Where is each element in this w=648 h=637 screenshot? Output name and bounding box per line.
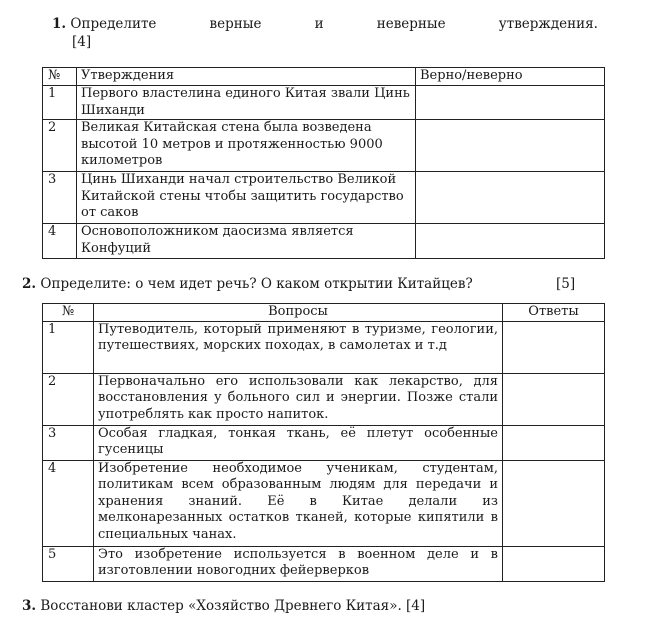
- q1-word-2: верные: [209, 16, 262, 32]
- q2-number: 2.: [22, 276, 37, 292]
- question-text: Путеводитель, который применяют в туризме, геологии, путешествиях, морских походах, в самолетах и т.д: [94, 321, 503, 373]
- table-row: [43, 425, 605, 460]
- q1-number: 1.: [52, 16, 67, 32]
- statement-text: Первого властелина единого Китая звали Цинь Шиханди: [77, 86, 416, 120]
- q2-header-answers: Ответы: [503, 304, 605, 322]
- row-number: 2: [43, 120, 77, 172]
- answer-cell[interactable]: [416, 86, 605, 120]
- q1-points: [4]: [72, 34, 92, 50]
- q1-header-statement: Утверждения: [77, 68, 416, 86]
- answer-cell[interactable]: [503, 321, 605, 373]
- row-number: 3: [43, 172, 77, 224]
- table-row: [43, 86, 605, 120]
- answer-cell[interactable]: [416, 172, 605, 224]
- table-row: [43, 172, 605, 224]
- q3-title-text: Восстанови кластер «Хозяйство Древнего Китая». [4]: [40, 598, 426, 614]
- statement-text: Цинь Шиханди начал строительство Великой Китайской стены чтобы защитить государство от саков: [77, 172, 416, 224]
- table-row: [43, 373, 605, 425]
- q3-number: 3.: [22, 598, 37, 614]
- question-text: Это изобретение используется в военном деле и в изготовлении новогодних фейерверков: [94, 546, 503, 581]
- q3-title: [22, 598, 425, 614]
- q2-title-text: Определите: о чем идет речь? О каком открытии Китайцев?: [40, 276, 473, 292]
- answer-cell[interactable]: [503, 546, 605, 581]
- q1-header-num: №: [43, 68, 77, 86]
- q1-header-answer: Верно/неверно: [416, 68, 605, 86]
- q2-title: [22, 276, 473, 292]
- q2-table-header: [43, 304, 605, 322]
- q1-title: [52, 16, 598, 32]
- row-number: 5: [43, 546, 94, 581]
- question-text: Особая гладкая, тонкая ткань, её плетут особенные гусеницы: [94, 425, 503, 460]
- table-row: [43, 224, 605, 259]
- row-number: 4: [43, 460, 94, 546]
- q2-header-num: №: [43, 304, 94, 322]
- answer-cell[interactable]: [503, 460, 605, 546]
- answer-cell[interactable]: [416, 224, 605, 259]
- question-text: Изобретение необходимое ученикам, студентам, политикам всем образованным людям для передачи и хранения знаний. Её в Китае делали из мелконарезанных остатков тканей, которые кипятили в специальных чанах.: [94, 460, 503, 546]
- answer-cell[interactable]: [416, 120, 605, 172]
- q1-word-1: Определите: [70, 16, 157, 32]
- table-row: [43, 120, 605, 172]
- answer-cell[interactable]: [503, 425, 605, 460]
- q1-table: [42, 67, 605, 259]
- q1-table-header: [43, 68, 605, 86]
- table-row: [43, 321, 605, 373]
- q1-word-5: утверждения.: [498, 16, 598, 32]
- answer-cell[interactable]: [503, 373, 605, 425]
- q2-header-questions: Вопросы: [94, 304, 503, 322]
- question-text: Первоначально его использовали как лекарство, для восстановления у больного сил и энергии. Позже стали употреблять как просто напиток.: [94, 373, 503, 425]
- q1-word-4: неверные: [376, 16, 446, 32]
- row-number: 2: [43, 373, 94, 425]
- row-number: 1: [43, 321, 94, 373]
- statement-text: Основоположником даосизма является Конфуций: [77, 224, 416, 259]
- statement-text: Великая Китайская стена была возведена высотой 10 метров и протяженностью 9000 километров: [77, 120, 416, 172]
- table-row: [43, 460, 605, 546]
- q2-table: [42, 303, 605, 582]
- row-number: 4: [43, 224, 77, 259]
- q2-points: [5]: [556, 276, 576, 292]
- row-number: 1: [43, 86, 77, 120]
- table-row: [43, 546, 605, 581]
- row-number: 3: [43, 425, 94, 460]
- q1-word-3: и: [314, 16, 324, 32]
